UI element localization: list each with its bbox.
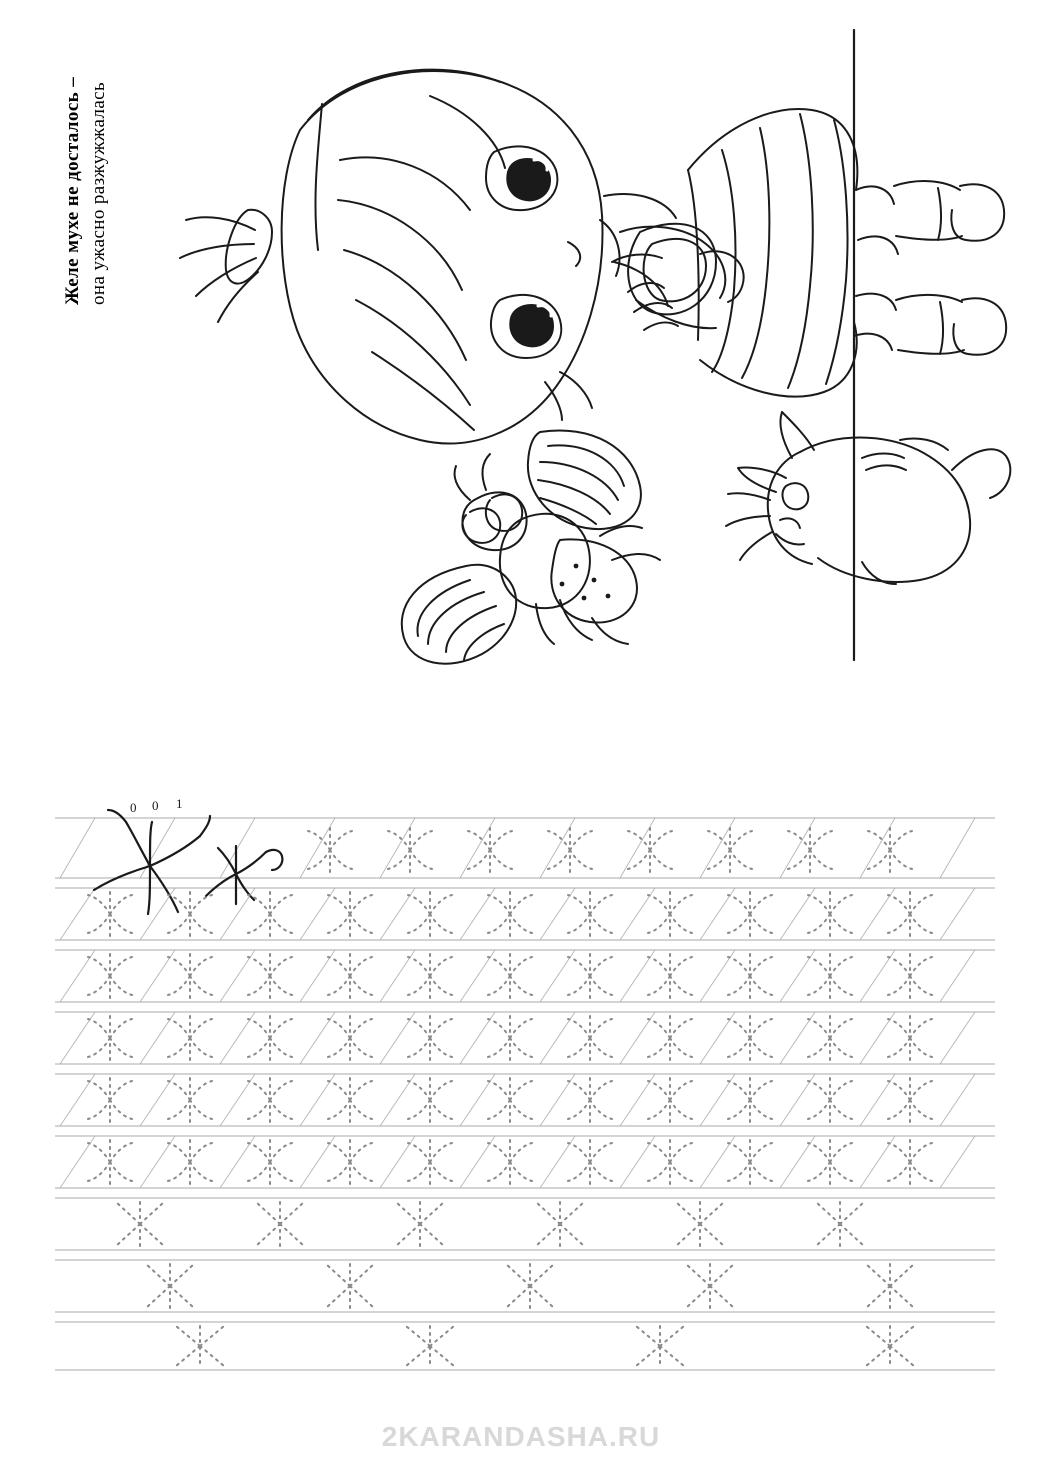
row-1-hint-marks: [130, 796, 183, 815]
fly-dot-4: [606, 594, 611, 599]
print-row-10: [176, 1326, 914, 1366]
copybook-practice-area: [0, 770, 1042, 1400]
svg-text:0: 0: [152, 798, 159, 813]
leg-1-top: [894, 181, 960, 190]
pigtail-strand-4: [218, 272, 258, 322]
pigtail-strand-1: [186, 217, 255, 230]
caption: [60, 0, 120, 305]
fly-dot-1: [574, 564, 579, 569]
cat-leg-1: [862, 562, 896, 584]
print-row-9: [146, 1264, 914, 1308]
girl-figure: [180, 70, 1006, 444]
caption-line-2: она ужасно разжужжалась: [87, 81, 109, 305]
cat-nose: [780, 518, 800, 528]
fly: [402, 430, 660, 663]
guide-lines: [55, 818, 995, 1370]
girl-hair-band-1: [308, 70, 500, 120]
leg-1-bottom: [896, 236, 962, 240]
cat-back-line: [900, 438, 948, 450]
cat-body: [800, 438, 970, 582]
svg-text:1: 1: [176, 796, 183, 811]
print-row-8: [116, 1202, 864, 1246]
fly-eye-2: [486, 494, 522, 530]
girl-mouth: [560, 372, 592, 408]
girl-collar-1: [604, 194, 676, 218]
caption-line-1: Желе мухе не досталось –: [62, 76, 83, 305]
girl-hair-band-2: [315, 104, 322, 250]
girl-hair-sweep: [430, 96, 505, 168]
cat-fur-1: [862, 454, 904, 459]
dress-fold-3: [826, 120, 848, 384]
dotted-trace-print: [116, 1202, 914, 1366]
dress-side-left: [688, 170, 699, 340]
cat-ear-2: [738, 467, 786, 492]
pigtail-strand-2: [180, 244, 254, 258]
girl-fringe-3: [344, 250, 466, 360]
leg-2-top: [896, 295, 962, 302]
shoe-2: [953, 298, 1006, 354]
fly-wing-lower: [402, 565, 516, 664]
leg-2-bottom: [898, 350, 964, 354]
ruffle-4: [854, 334, 892, 350]
cat-ear-1: [780, 412, 814, 458]
fly-leg-4: [600, 526, 642, 536]
site-watermark: 2KARANDASHA.RU: [381, 1421, 661, 1452]
dress-fold-2: [788, 114, 813, 388]
fly-antenna-1: [455, 466, 470, 500]
fly-wing-upper-vein-1: [548, 445, 624, 486]
leg-1-seam: [938, 188, 941, 240]
fly-dot-2: [592, 578, 597, 583]
fly-eye-1: [462, 508, 500, 543]
svg-text:0: 0: [130, 800, 137, 815]
fly-wing-lower-vein-1: [417, 580, 470, 636]
fly-wing-lower-vein-2: [428, 592, 484, 644]
slant-guides: [60, 818, 975, 1188]
girl-finger-3: [644, 323, 678, 330]
cat-eye: [783, 483, 809, 509]
ruffle-1: [856, 186, 894, 204]
fly-wing-upper-vein-2: [540, 462, 618, 500]
ruffle-2: [858, 236, 898, 254]
girl-chin-line: [545, 382, 562, 420]
girl-fringe-1: [340, 157, 470, 210]
fly-antenna-2: [483, 454, 490, 490]
dotted-trace-cursive: [88, 828, 932, 1184]
dress-top-edge: [688, 109, 857, 190]
cat-fur-2: [866, 466, 906, 471]
fly-wing-upper-vein-3: [538, 480, 610, 514]
girl-fringe-2: [338, 200, 462, 290]
girl-fringe-5: [372, 352, 474, 430]
cat: [726, 412, 1010, 584]
leg-2-seam: [940, 302, 943, 354]
ruffle-3: [856, 294, 896, 310]
footer: [0, 1421, 1042, 1453]
fly-dot-5: [560, 582, 565, 587]
girl-eye-lower-pupil: [510, 305, 553, 346]
girl-eye-upper-pupil: [507, 159, 550, 200]
cat-whisker-3: [740, 532, 772, 560]
fly-leg-1: [560, 600, 592, 640]
shoe-1: [951, 184, 1004, 240]
cat-tail: [952, 449, 1010, 498]
fly-dot-3: [582, 596, 587, 601]
cat-whisker-2: [726, 516, 770, 526]
fly-leg-5: [536, 604, 554, 644]
girl-nose: [568, 242, 580, 266]
cat-whisker-1: [728, 493, 770, 500]
dress-fold-1: [742, 128, 769, 378]
